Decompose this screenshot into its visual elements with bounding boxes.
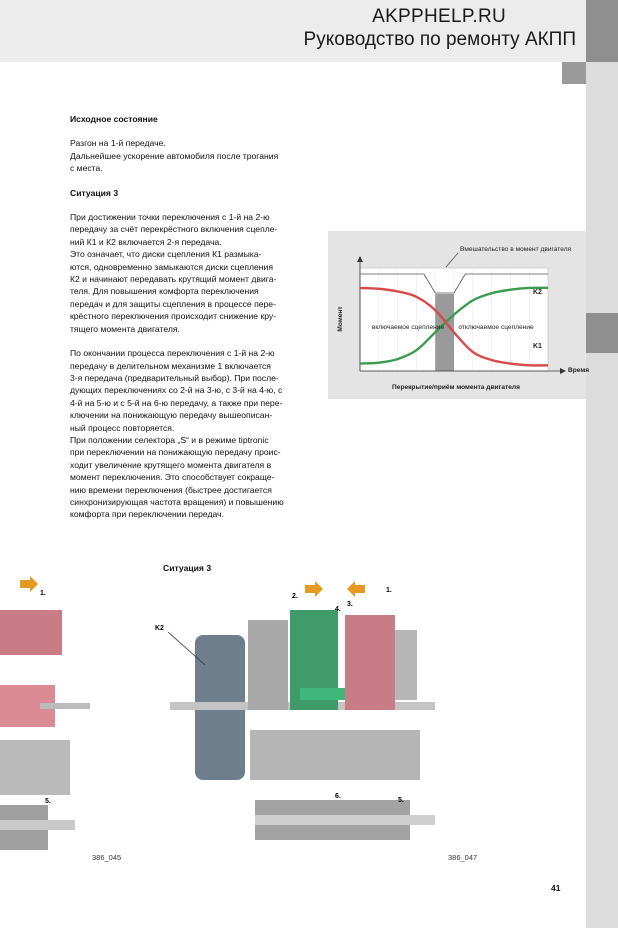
text-line: при переключении на понижающую передачу проис- bbox=[70, 447, 281, 458]
callout-label: 1. bbox=[386, 587, 392, 594]
x-axis-end-label: Время bbox=[568, 367, 590, 374]
gearbox-illustrations bbox=[0, 570, 586, 870]
text-line: К2 и начинают передавать крутящий момент двига- bbox=[70, 274, 277, 285]
figure-code-left: 386_045 bbox=[92, 853, 122, 862]
torque-chart-svg bbox=[328, 231, 590, 399]
callout-label: 2. bbox=[292, 593, 298, 600]
x-axis-label: Перекрытие/приём момента двигателя bbox=[392, 384, 520, 391]
shift-arrow-icon bbox=[355, 585, 365, 593]
shift-arrow-icon bbox=[20, 580, 30, 588]
legend-label-k2: K2 bbox=[533, 289, 542, 296]
site-name: AKPPHELP.RU bbox=[372, 6, 506, 27]
gear-cluster bbox=[0, 610, 62, 655]
callout-label: 5. bbox=[45, 798, 51, 805]
text-line: ний К1 и К2 включается 2-я передача. bbox=[70, 236, 222, 247]
text-line: ключении на понижающую передачу вышеописан- bbox=[70, 410, 273, 421]
gear-cluster bbox=[395, 630, 417, 700]
text-line: передач и для защиты сцепления в процессе пере- bbox=[70, 298, 276, 309]
text-line: синхронизирующая частота вращения) и повышению bbox=[70, 496, 284, 507]
figure-title: Ситуация 3 bbox=[163, 563, 212, 573]
text-line: Это означает, что диски сцепления К1 размыка- bbox=[70, 249, 262, 260]
gear-cluster bbox=[0, 740, 70, 795]
header-accent-block bbox=[586, 0, 618, 62]
gear-cluster bbox=[250, 730, 420, 780]
left-gearbox-illustration bbox=[0, 576, 90, 850]
shaft bbox=[0, 820, 75, 830]
text-line: При достижении точки переключения с 1-й на 2-ю bbox=[70, 212, 270, 223]
paragraph-3 bbox=[70, 347, 310, 521]
shift-arrow-icon bbox=[347, 581, 355, 597]
x-axis-arrow-icon bbox=[560, 368, 566, 374]
legend-label-k1: K1 bbox=[533, 343, 542, 350]
heading-initial-state: Исходное состояние bbox=[70, 114, 158, 124]
gear-cluster bbox=[248, 620, 288, 710]
text-line: дующих переключениях со 2-й на 3-ю, с 3-й на 4-ю, с bbox=[70, 385, 283, 396]
text-line: с места. bbox=[70, 163, 103, 174]
text-line: Разгон на 1-й передаче. bbox=[70, 138, 166, 149]
text-line: передачу за счёт перекрёстного включения сцепле- bbox=[70, 224, 278, 235]
right-margin-strip bbox=[586, 62, 618, 928]
paragraph-1 bbox=[70, 137, 310, 174]
annotation-text: Вмешательство в момент двигателя bbox=[460, 246, 572, 253]
text-line: тящего момента двигателя. bbox=[70, 323, 180, 334]
y-axis-label: Момент bbox=[337, 306, 344, 332]
overlap-window bbox=[435, 294, 454, 371]
text-line: По окончании процесса переключения с 1-й на 2-ю bbox=[70, 348, 275, 359]
callout-label: 1. bbox=[40, 590, 46, 597]
text-line: ходит увеличение крутящего момента двигателя в bbox=[70, 459, 272, 470]
shift-arrow-icon bbox=[30, 576, 38, 592]
callout-label: 4. bbox=[335, 606, 341, 613]
heading-situation-3: Ситуация 3 bbox=[70, 187, 119, 198]
right-gearbox-illustration bbox=[155, 581, 435, 840]
text-line: теля. Для повышения комфорта переключения bbox=[70, 286, 259, 297]
header-subtitle: Руководство по ремонту АКПП bbox=[303, 29, 576, 50]
region-label-disengaging: отключаемое сцепление bbox=[458, 324, 534, 331]
text-line: крёстного переключения происходит снижение кру- bbox=[70, 311, 277, 322]
callout-k2: K2 bbox=[155, 625, 164, 632]
text-line: При положении селектора „S“ и в режиме tiptronic bbox=[70, 434, 269, 445]
y-axis-arrow-icon bbox=[357, 256, 363, 262]
chapter-tab bbox=[586, 313, 618, 353]
torque-chart bbox=[328, 231, 590, 399]
region-label-engaging: включаемое сцепление bbox=[371, 324, 445, 331]
text-line: 3-я передача (предварительный выбор). При после- bbox=[70, 372, 279, 383]
body-text bbox=[70, 113, 310, 533]
text-line: Дальнейшее ускорение автомобиля после трогания bbox=[70, 150, 279, 161]
text-line: ются, одновременно замыкаются диски сцепления bbox=[70, 261, 273, 272]
text-line: момент переключения. Это способствует сокраще- bbox=[70, 472, 275, 483]
callout-label: 6. bbox=[335, 793, 341, 800]
callout-label: 3. bbox=[347, 601, 353, 608]
shaft bbox=[40, 703, 90, 709]
page-number: 41 bbox=[551, 883, 561, 893]
callout-label: 5. bbox=[398, 797, 404, 804]
shift-arrow-icon bbox=[305, 585, 315, 593]
text-line: передачу в делительном механизме 1 включается bbox=[70, 360, 271, 371]
text-line: нию времени переключения (быстрее достигается bbox=[70, 484, 272, 495]
text-line: 4-й на 5-ю и с 5-й на 6-ю передачу, а также при пере- bbox=[70, 397, 283, 408]
output-shaft bbox=[255, 815, 435, 825]
figure-code-right: 386_047 bbox=[448, 853, 478, 862]
text-line: комфорта при переключении передач. bbox=[70, 509, 224, 520]
paragraph-2 bbox=[70, 211, 310, 335]
text-line: ный процесс повторяется. bbox=[70, 422, 175, 433]
gear-cluster bbox=[345, 615, 395, 710]
corner-tab bbox=[562, 62, 586, 84]
annotation-leader bbox=[446, 253, 458, 267]
shift-arrow-icon bbox=[315, 581, 323, 597]
